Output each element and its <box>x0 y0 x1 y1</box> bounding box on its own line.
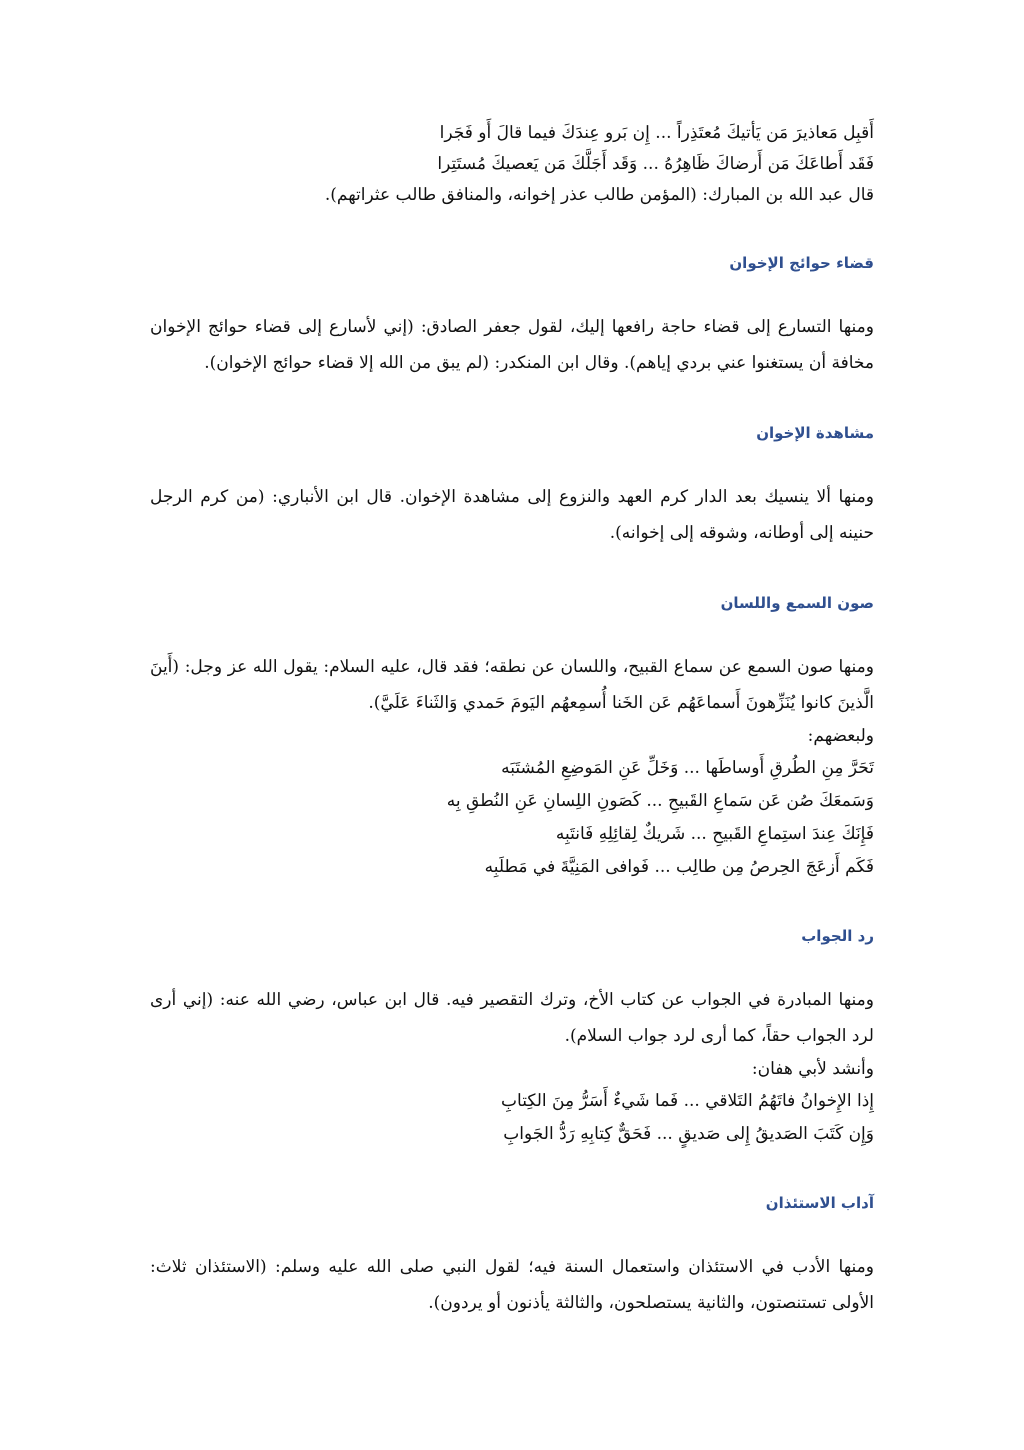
poem-verse: فَإِنَكَ عِندَ استِماعِ القَبيحِ ... شَريكٌ لِقائِلِهِ فَانتَبِه <box>555 824 874 844</box>
verse-intro: ولبعضهم: <box>807 726 874 746</box>
section-paragraph-reply: ومنها المبادرة في الجواب عن كتاب الأخ، وترك التقصير فيه. قال ابن عباس، رضي الله عنه: (إني أرى لرد الجواب حقاً، كما أرى لرد جواب السلام). <box>150 990 874 1046</box>
poem-verse: وَإِن كَتَبَ الصَديقُ إِلى صَديقٍ ... فَحَقٌّ كِتابِهِ رَدُّ الجَوابِ <box>503 1124 874 1144</box>
opening-verse-2: فَقَد أَطاعَكَ مَن أَرضاكَ ظَاهِرُهُ ... وَقَد أَجَلَّكَ مَن يَعصيكَ مُستَتِرا <box>437 154 874 174</box>
section-paragraph-visiting: ومنها ألا ينسيك بعد الدار كرم العهد والنزوع إلى مشاهدة الإخوان. قال ابن الأنباري: (من كرم الرجل حنينه إلى أوطانه، وشوقه إلى إخوانه). <box>150 487 874 543</box>
document-page <box>150 118 874 1321</box>
section-paragraph-needs: ومنها التسارع إلى قضاء حاجة رافعها إليك، لقول جعفر الصادق: (إني لأسارع إلى قضاء حوائج الإخوان مخافة أن يستغنوا عني بردي إياهم). وقال ابن المنكدر: (لم يبق من الله إلا قضاء حوائج الإخوان). <box>150 317 874 373</box>
section-heading-hearing-tongue: صون السمع واللسان <box>720 594 874 612</box>
section-heading-permission: آداب الاستئذان <box>765 1194 874 1212</box>
poem-verse: فَكَم أَزعَجَ الحِرصُ مِن طالِب ... فَوافى المَنِيَّةَ في مَطلَبِه <box>484 857 874 877</box>
verse-intro: وأنشد لأبي هفان: <box>751 1059 874 1079</box>
poem-verse: تَحَرَّ مِنِ الطُرقِ أَوساطَها ... وَخَلِّ عَنِ المَوضِعِ المُشتَبَه <box>501 758 874 778</box>
opening-verse-1: أَقبِل مَعاذيرَ مَن يَأتيكَ مُعتَذِراً ... إِن بَرو عِندَكَ فيما قالَ أَو فَجَرا <box>439 123 874 143</box>
poem-verse: إِذا الإِخوانُ فاتَهُمُ التَلاقي ... فَما شَيءٌ أَسَرُّ مِنَ الكِتابِ <box>501 1091 874 1111</box>
section-paragraph-permission: ومنها الأدب في الاستئذان واستعمال السنة فيه؛ لقول النبي صلى الله عليه وسلم: (الاستئذان ثلاث: الأولى تستنصتون، والثانية يستصلحون، والثالثة يأذنون أو يردون). <box>150 1257 874 1313</box>
opening-quote: قال عبد الله بن المبارك: (المؤمن طالب عذر إخوانه، والمنافق طالب عثراتهم). <box>324 185 874 205</box>
section-heading-needs: قضاء حوائج الإخوان <box>729 254 874 272</box>
section-heading-reply: رد الجواب <box>801 927 874 945</box>
poem-verse: وَسَمعَكَ صُن عَن سَماعِ القَبيحِ ... كَصَونِ اللِسانِ عَنِ النُطقِ بِه <box>446 791 874 811</box>
section-heading-visiting: مشاهدة الإخوان <box>756 424 874 442</box>
section-paragraph-hearing-tongue: ومنها صون السمع عن سماع القبيح، واللسان عن نطقه؛ فقد قال، عليه السلام: يقول الله عز وجل: (أَينَ الَّذينَ كانوا يُنَزِّهونَ أَسماعَهُم عَن الخَنا أُسمِعهُم اليَومَ حَمدي وَالثَناءَ عَلَيَّ). <box>150 657 874 713</box>
